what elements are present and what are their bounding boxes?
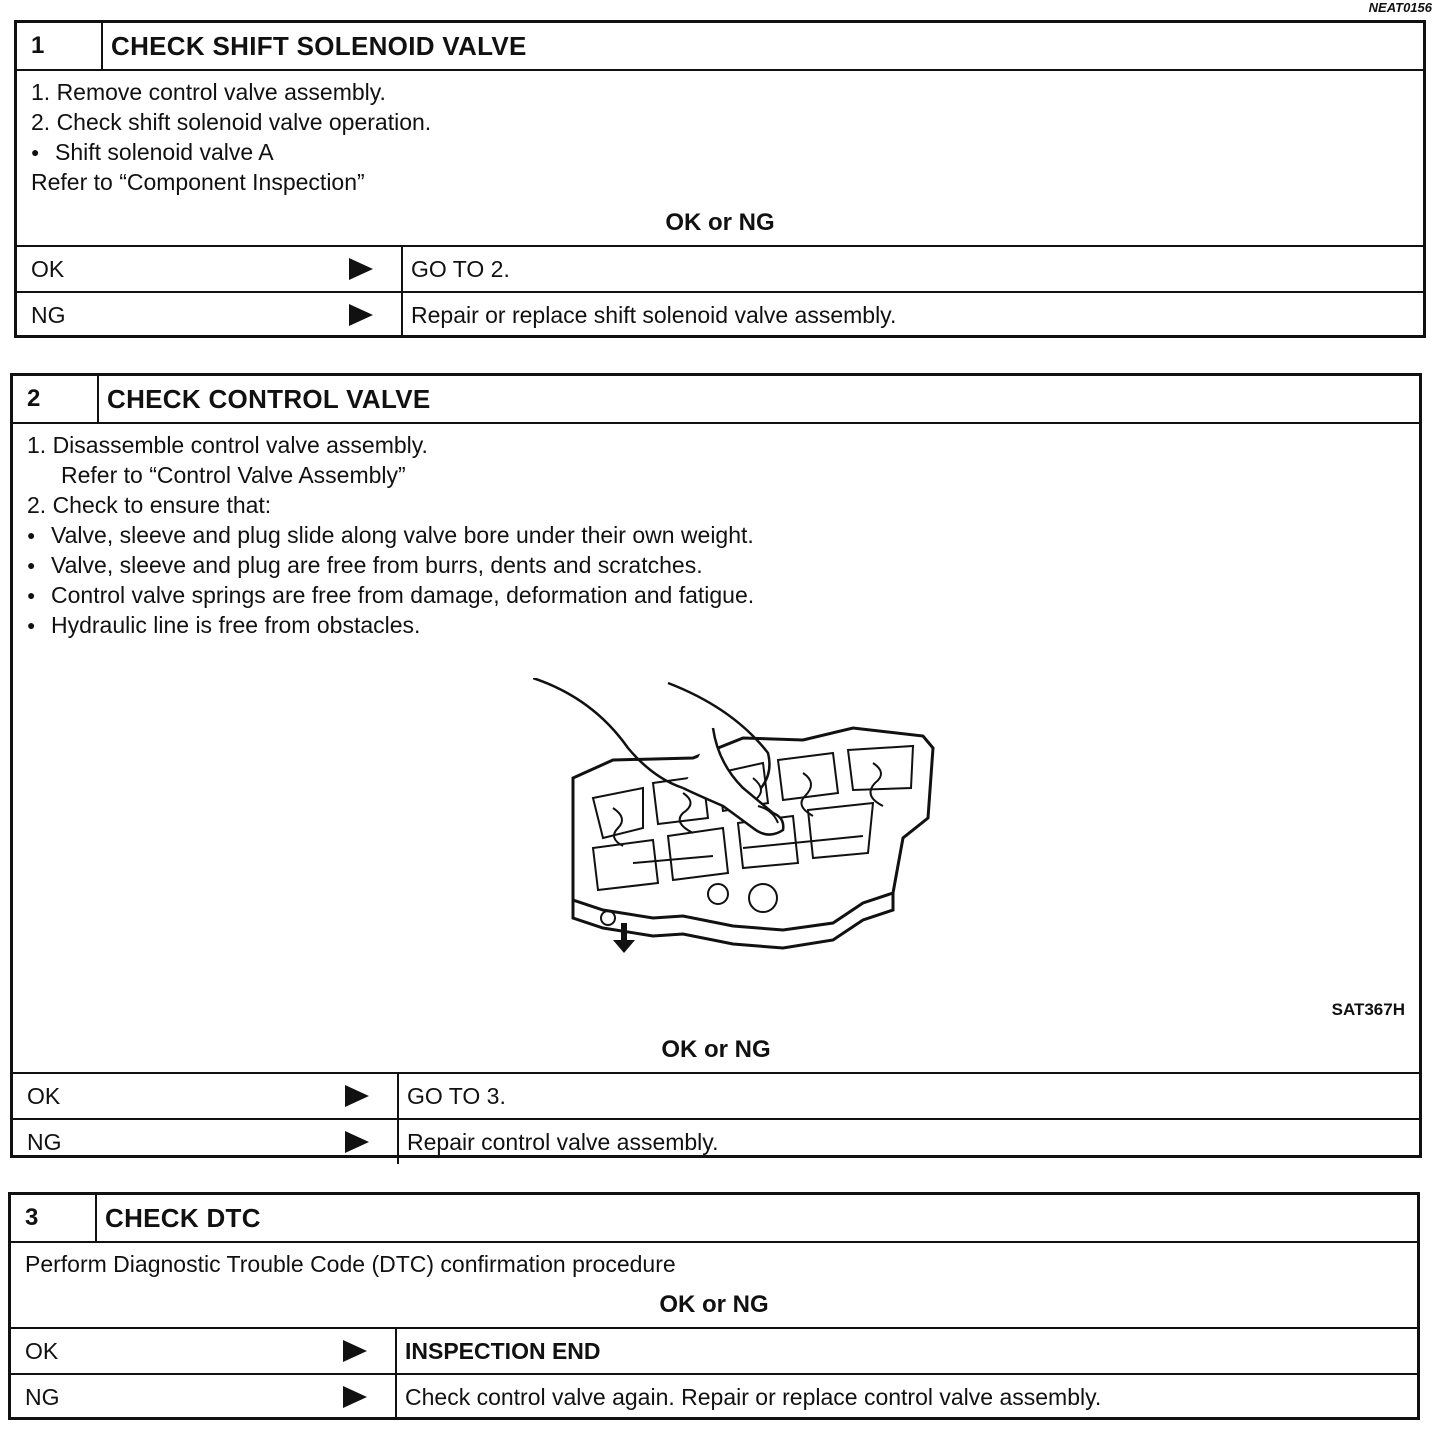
- result-key-label: NG: [27, 1128, 62, 1155]
- result-key: [11, 1375, 397, 1419]
- result-action: GO TO 3.: [407, 1082, 506, 1109]
- result-key-label: OK: [31, 255, 65, 282]
- instruction-bullet: ● Hydraulic line is free from obstacles.: [27, 610, 1405, 640]
- instruction-line: Perform Diagnostic Trouble Code (DTC) confirmation procedure: [25, 1251, 676, 1277]
- right-arrow-icon: [343, 1340, 367, 1362]
- right-arrow-icon: [349, 258, 373, 280]
- figure-code: SAT367H: [1331, 1000, 1405, 1019]
- result-action: GO TO 2.: [411, 255, 510, 282]
- instruction-line: Refer to “Control Valve Assembly”: [61, 462, 406, 488]
- step-header: [11, 1195, 1417, 1243]
- result-key: [17, 247, 403, 291]
- result-key: [13, 1074, 399, 1118]
- result-action: Repair control valve assembly.: [407, 1128, 719, 1155]
- result-row-ng: [13, 1118, 1419, 1164]
- step-title: CHECK SHIFT SOLENOID VALVE: [111, 30, 527, 61]
- step-2-card: [10, 373, 1422, 1158]
- instruction-line: Refer to “Component Inspection”: [31, 169, 365, 195]
- step-1-card: [14, 20, 1426, 338]
- instruction-line: 2. Check shift solenoid valve operation.: [31, 109, 432, 135]
- step-number: 2: [13, 376, 99, 422]
- result-row-ok: [17, 245, 1423, 291]
- step-instructions: [11, 1243, 1417, 1283]
- step-title: CHECK DTC: [105, 1202, 261, 1233]
- right-arrow-icon: [349, 304, 373, 326]
- step-header: [13, 376, 1419, 424]
- instruction-line: 1. Remove control valve assembly.: [31, 79, 386, 105]
- ok-or-ng-label: OK or NG: [659, 1291, 769, 1318]
- instruction-bullet: ● Control valve springs are free from damage, deformation and fatigue.: [27, 580, 1405, 610]
- result-key-label: OK: [27, 1082, 61, 1109]
- step-instructions: [13, 424, 1419, 638]
- instruction-bullet: ● Valve, sleeve and plug slide along valve bore under their own weight.: [27, 520, 1405, 550]
- result-action: Check control valve again. Repair or replace control valve assembly.: [405, 1383, 1102, 1410]
- instruction-bullet: ● Shift solenoid valve A: [31, 137, 1409, 167]
- result-action: INSPECTION END: [405, 1337, 601, 1364]
- result-row-ok: [13, 1072, 1419, 1118]
- right-arrow-icon: [345, 1131, 369, 1153]
- step-number: 3: [11, 1195, 97, 1241]
- step-title: CHECK CONTROL VALVE: [107, 383, 431, 414]
- result-row-ng: [17, 291, 1423, 337]
- instruction-line: 2. Check to ensure that:: [27, 492, 272, 518]
- reference-code: NEAT0156: [1368, 0, 1432, 15]
- result-key-label: NG: [25, 1383, 60, 1410]
- instruction-bullet: ● Valve, sleeve and plug are free from burrs, dents and scratches.: [27, 550, 1405, 580]
- instruction-line: 1. Disassemble control valve assembly.: [27, 432, 428, 458]
- step-instructions: [17, 71, 1423, 201]
- result-key: [11, 1329, 397, 1373]
- right-arrow-icon: [345, 1085, 369, 1107]
- step-3-card: [8, 1192, 1420, 1420]
- figure-area: [13, 638, 1419, 1028]
- ok-or-ng-label: OK or NG: [665, 209, 775, 236]
- result-row-ng: [11, 1373, 1417, 1419]
- result-key: [17, 293, 403, 337]
- control-valve-body-illustration: [533, 678, 973, 978]
- result-key-label: NG: [31, 301, 66, 328]
- result-key-label: OK: [25, 1337, 59, 1364]
- step-header: [17, 23, 1423, 71]
- result-action: Repair or replace shift solenoid valve assembly.: [411, 301, 897, 328]
- result-key: [13, 1120, 399, 1164]
- step-number: 1: [17, 23, 103, 69]
- result-row-ok: [11, 1327, 1417, 1373]
- right-arrow-icon: [343, 1386, 367, 1408]
- ok-or-ng-label: OK or NG: [661, 1036, 771, 1063]
